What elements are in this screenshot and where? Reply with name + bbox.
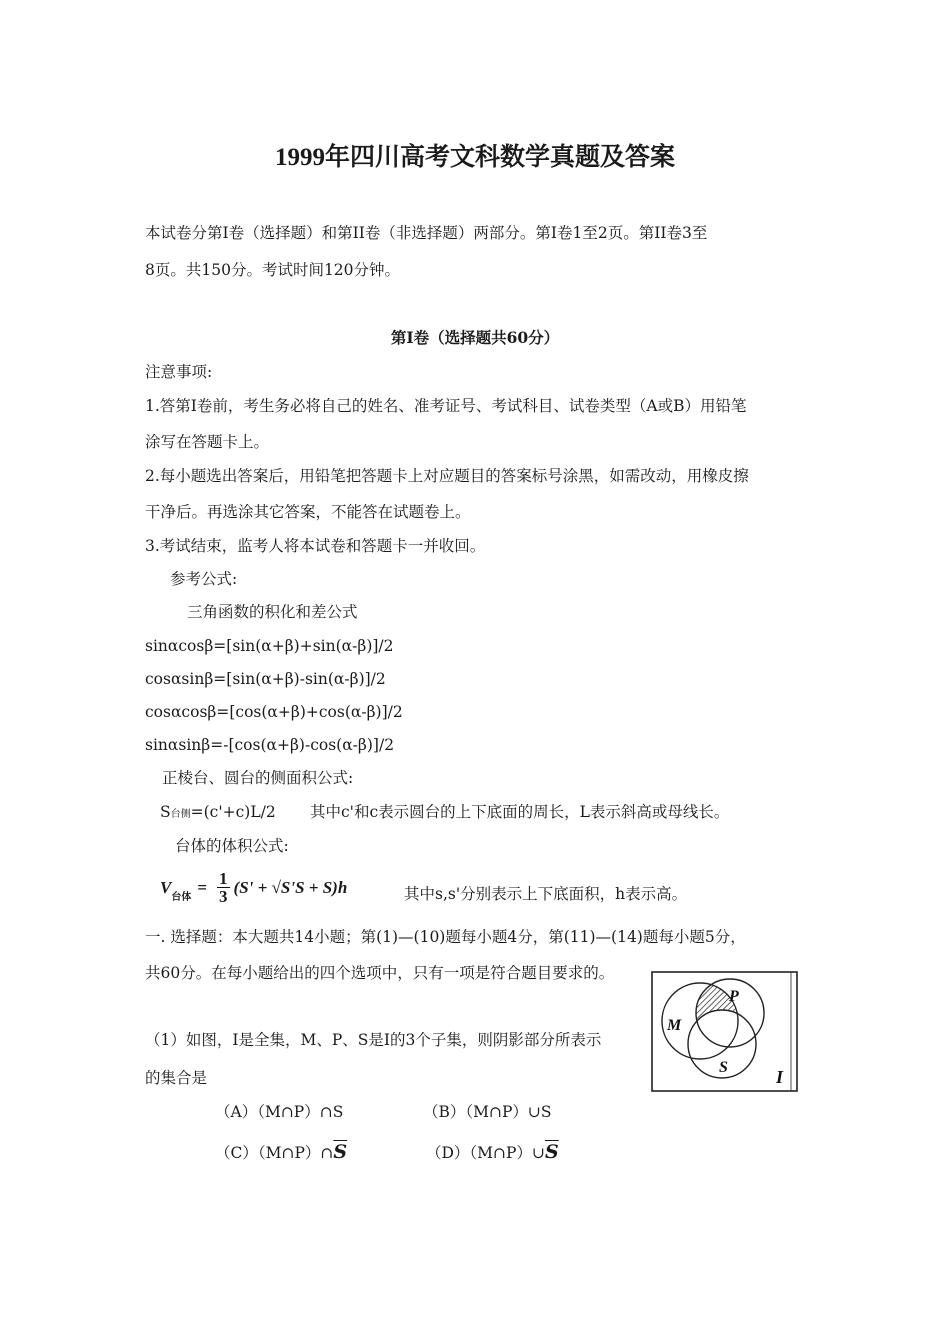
trig-formula-3: cosαcosβ=[cos(α+β)+cos(α-β)]/2 [145,703,403,721]
volume-fraction [217,870,230,905]
trig-formula-1: sinαcosβ=[sin(α+β)+sin(α-β)]/2 [145,637,394,655]
label-P: P [729,988,739,1005]
trig-heading: 三角函数的积化和差公式 [187,603,358,621]
lateral-formula [160,802,276,825]
lateral-subscript: 台侧 [170,809,191,820]
volume-subscript: 台体 [171,892,192,903]
volume-V: V [160,877,172,897]
q1-option-d [426,1142,559,1163]
lateral-note: 其中c'和c表示圆台的上下底面的周长，L表示斜高或母线长。 [310,803,730,821]
notice-item-1b: 涂写在答题卡上。 [145,433,270,451]
intro-line-1: 本试卷分第Ⅰ卷（选择题）和第II卷（非选择题）两部分。第Ⅰ卷1至2页。第II卷3至 [145,224,708,242]
q1-option-c [215,1142,347,1163]
label-M: M [667,1017,682,1034]
section-title: 第Ⅰ卷（选择题共60分） [390,328,560,347]
trig-formula-2: cosαsinβ=[sin(α+β)-sin(α-β)]/2 [145,670,386,688]
notice-item-3: 3.考试结束，监考人将本试卷和答题卡一并收回。 [145,537,486,555]
part1-line-1: 一. 选择题：本大题共14小题；第(1)—(10)题每小题4分，第(11)—(14)题每小题5分， [145,928,746,946]
notice-item-2b: 干净后。再选涂其它答案，不能答在试题卷上。 [145,503,471,521]
q1-stem-line-2: 的集合是 [145,1069,208,1087]
formula-heading: 参考公式: [170,570,238,588]
volume-numerator: 1 [219,869,228,888]
q1-stem-line-1: （1）如图，I是全集，M、P、S是I的3个子集，则阴影部分所表示 [145,1031,602,1049]
q1-option-c-complement: $\overline{S}$ [333,1141,348,1163]
label-S: S [719,1059,728,1076]
volume-denominator: 3 [219,887,228,906]
intro-line-2: 8页。共150分。考试时间120分钟。 [145,261,401,279]
q1-option-b: （B）（M∩P）∪S [423,1103,552,1121]
notice-item-2a: 2.每小题选出答案后，用铅笔把答题卡上对应题目的答案标号涂黑，如需改动，用橡皮擦 [145,467,749,485]
volume-heading: 台体的体积公式: [175,837,289,855]
lateral-heading: 正棱台、圆台的侧面积公式: [162,769,354,787]
page-title: 1999年四川高考文科数学真题及答案 [274,144,675,171]
volume-body: (S' + √S'S + S)h [233,877,348,897]
volume-formula [160,870,347,905]
notice-item-1a: 1.答第Ⅰ卷前，考生务必将自己的姓名、准考证号、考试科目、试卷类型（A或B）用铅笔 [145,397,747,415]
q1-option-d-text: （D）（M∩P）∪ [426,1144,545,1162]
label-I: I [776,1067,784,1087]
q1-option-c-text: （C）（M∩P）∩ [215,1144,334,1162]
venn-diagram [650,969,800,1094]
notice-heading: 注意事项: [145,363,213,381]
volume-equals: = [197,877,208,897]
trig-formula-4: sinαsinβ=-[cos(α+β)-cos(α-β)]/2 [145,736,395,754]
lateral-S: S [160,803,171,821]
q1-option-d-complement: $\overline{S}$ [544,1141,559,1163]
volume-note: 其中s,s'分别表示上下底面积，h表示高。 [404,885,688,903]
lateral-rest: =(c'+c)L/2 [190,803,276,821]
q1-option-a: （A）（M∩P）∩S [215,1103,344,1121]
part1-line-2: 共60分。在每小题给出的四个选项中，只有一项是符合题目要求的。 [145,964,615,982]
